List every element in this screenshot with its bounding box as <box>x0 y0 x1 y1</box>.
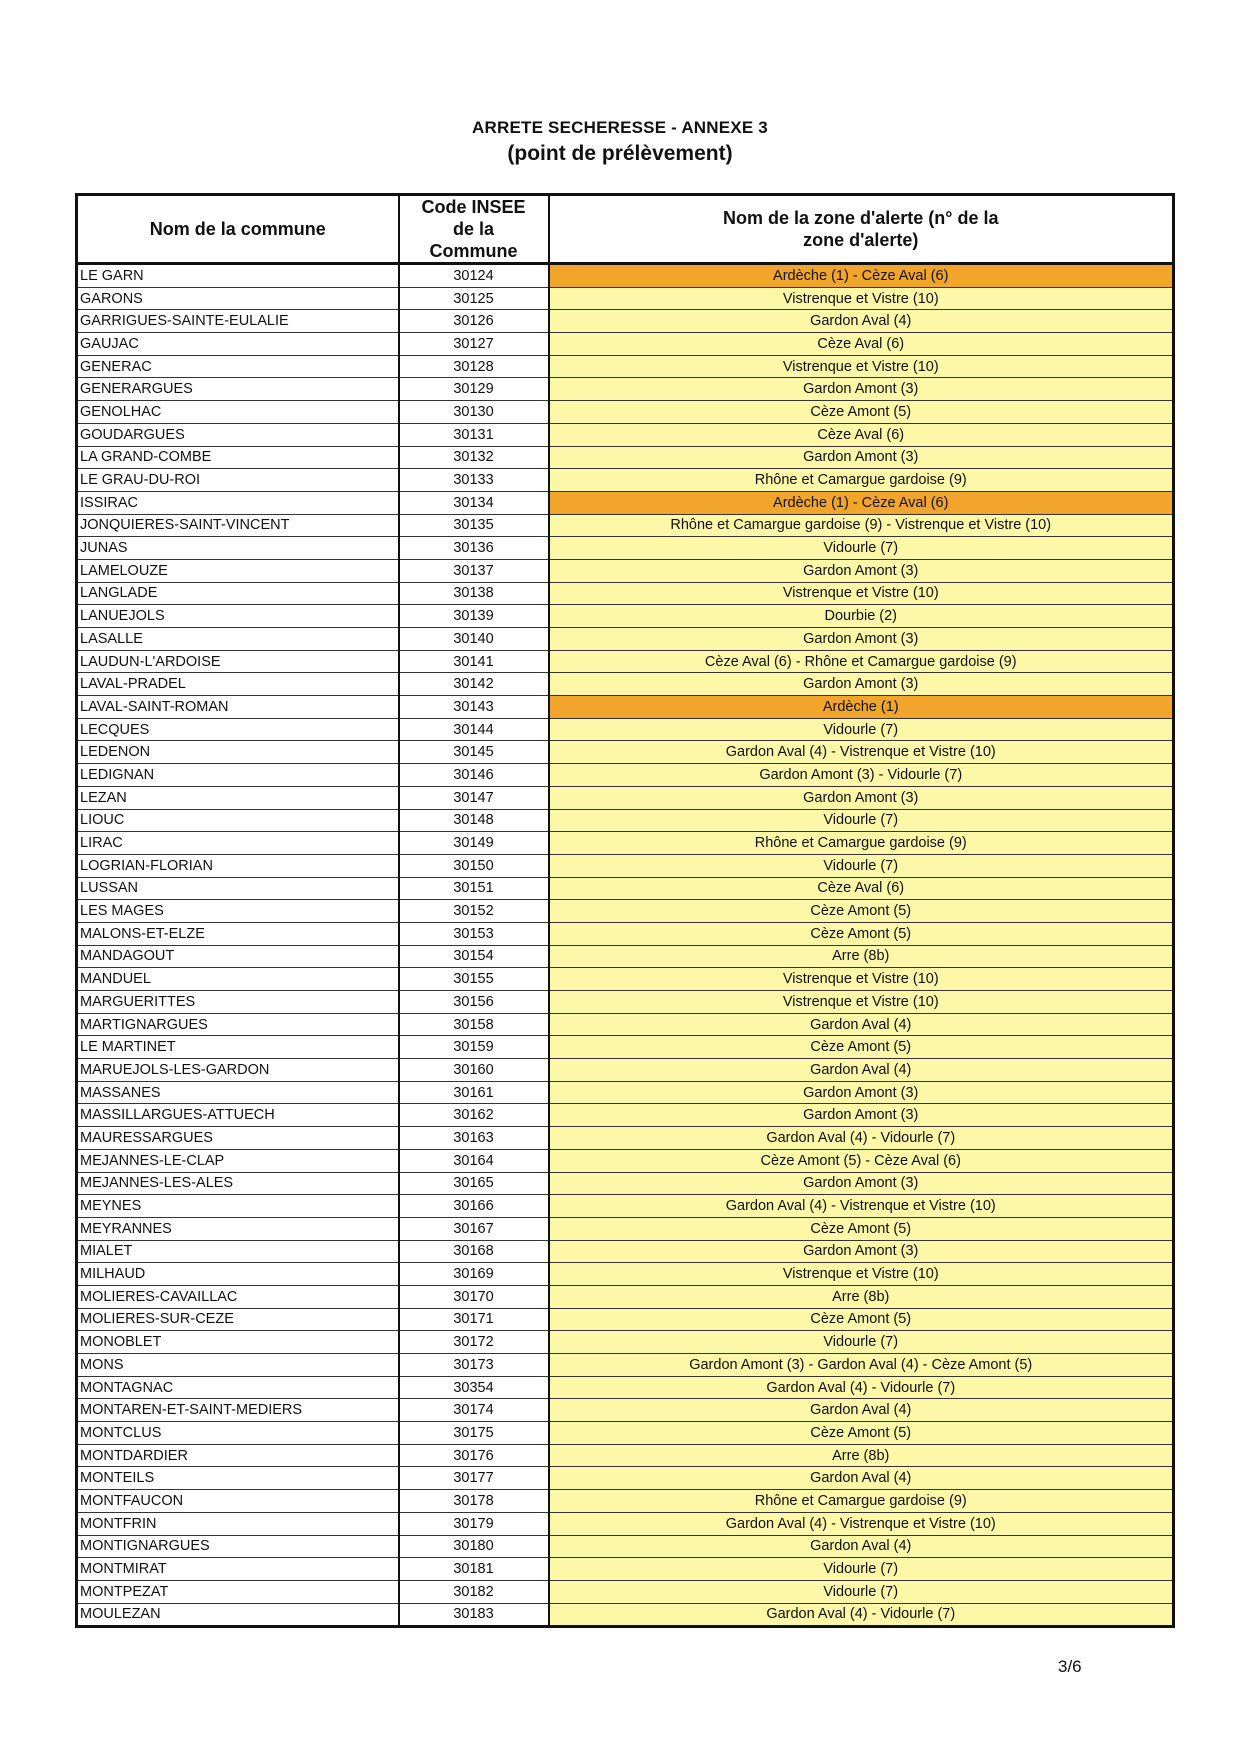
alert-zone-cell: Gardon Aval (4) - Vistrenque et Vistre (10) <box>549 1512 1174 1535</box>
commune-name-cell: MONTFRIN <box>77 1512 399 1535</box>
table-row <box>77 1580 1174 1603</box>
alert-zone-cell: Gardon Amont (3) <box>549 559 1174 582</box>
insee-code-cell: 30161 <box>399 1081 549 1104</box>
insee-code-cell: 30178 <box>399 1490 549 1513</box>
insee-code-cell: 30159 <box>399 1036 549 1059</box>
insee-code-cell: 30177 <box>399 1467 549 1490</box>
commune-name-cell: LOGRIAN-FLORIAN <box>77 854 399 877</box>
insee-code-cell: 30174 <box>399 1399 549 1422</box>
insee-code-cell: 30141 <box>399 650 549 673</box>
insee-code-cell: 30171 <box>399 1308 549 1331</box>
commune-name-cell: LANUEJOLS <box>77 605 399 628</box>
table-row <box>77 1490 1174 1513</box>
table-row <box>77 696 1174 719</box>
commune-name-cell: ISSIRAC <box>77 491 399 514</box>
commune-name-cell: MONTPEZAT <box>77 1580 399 1603</box>
alert-zone-cell: Arre (8b) <box>549 1444 1174 1467</box>
commune-name-cell: MONTFAUCON <box>77 1490 399 1513</box>
commune-name-cell: MAURESSARGUES <box>77 1127 399 1150</box>
alert-zone-cell: Vidourle (7) <box>549 1331 1174 1354</box>
table-row <box>77 333 1174 356</box>
alert-zone-cell: Ardèche (1) - Cèze Aval (6) <box>549 491 1174 514</box>
table-row <box>77 605 1174 628</box>
alert-zone-cell: Cèze Aval (6) <box>549 333 1174 356</box>
table-row <box>77 809 1174 832</box>
alert-zone-cell: Gardon Amont (3) - Vidourle (7) <box>549 764 1174 787</box>
table-row <box>77 1444 1174 1467</box>
table-row <box>77 1535 1174 1558</box>
insee-code-cell: 30168 <box>399 1240 549 1263</box>
commune-name-cell: MONOBLET <box>77 1331 399 1354</box>
table-row <box>77 491 1174 514</box>
commune-name-cell: MEYRANNES <box>77 1217 399 1240</box>
table-row <box>77 537 1174 560</box>
alert-zone-cell: Gardon Aval (4) - Vistrenque et Vistre (10) <box>549 1195 1174 1218</box>
insee-code-cell: 30173 <box>399 1354 549 1377</box>
commune-name-cell: LE GRAU-DU-ROI <box>77 469 399 492</box>
alert-zone-cell: Gardon Amont (3) <box>549 378 1174 401</box>
insee-code-cell: 30133 <box>399 469 549 492</box>
header-zone-label: Nom de la zone d'alerte (n° de la zone d'alerte) <box>722 208 999 250</box>
insee-code-cell: 30134 <box>399 491 549 514</box>
commune-name-cell: GOUDARGUES <box>77 423 399 446</box>
commune-name-cell: GENERARGUES <box>77 378 399 401</box>
commune-name-cell: LECQUES <box>77 718 399 741</box>
table-row <box>77 628 1174 651</box>
insee-code-cell: 30176 <box>399 1444 549 1467</box>
commune-name-cell: GARONS <box>77 287 399 310</box>
insee-code-cell: 30172 <box>399 1331 549 1354</box>
alert-zone-cell: Vidourle (7) <box>549 1558 1174 1581</box>
alert-zone-cell: Cèze Amont (5) <box>549 1422 1174 1445</box>
alert-zone-cell: Gardon Aval (4) <box>549 1467 1174 1490</box>
alert-zone-cell: Vistrenque et Vistre (10) <box>549 991 1174 1014</box>
table-row <box>77 832 1174 855</box>
commune-name-cell: MEJANNES-LE-CLAP <box>77 1149 399 1172</box>
commune-name-cell: LAMELOUZE <box>77 559 399 582</box>
commune-name-cell: MIALET <box>77 1240 399 1263</box>
commune-name-cell: MASSANES <box>77 1081 399 1104</box>
alert-zone-cell: Gardon Amont (3) <box>549 1172 1174 1195</box>
insee-code-cell: 30166 <box>399 1195 549 1218</box>
insee-code-cell: 30154 <box>399 945 549 968</box>
insee-code-cell: 30146 <box>399 764 549 787</box>
table-row <box>77 922 1174 945</box>
table-row <box>77 446 1174 469</box>
commune-name-cell: GENOLHAC <box>77 401 399 424</box>
insee-code-cell: 30150 <box>399 854 549 877</box>
table-row <box>77 1376 1174 1399</box>
table-row <box>77 968 1174 991</box>
commune-name-cell: GARRIGUES-SAINTE-EULALIE <box>77 310 399 333</box>
table-row <box>77 469 1174 492</box>
insee-code-cell: 30151 <box>399 877 549 900</box>
table-row <box>77 1013 1174 1036</box>
commune-name-cell: JUNAS <box>77 537 399 560</box>
table-row <box>77 741 1174 764</box>
insee-code-cell: 30162 <box>399 1104 549 1127</box>
insee-code-cell: 30175 <box>399 1422 549 1445</box>
table-row <box>77 1263 1174 1286</box>
table-row <box>77 355 1174 378</box>
commune-name-cell: LIRAC <box>77 832 399 855</box>
insee-code-cell: 30136 <box>399 537 549 560</box>
page-number: 3/6 <box>1058 1657 1082 1676</box>
alert-zone-cell: Vistrenque et Vistre (10) <box>549 355 1174 378</box>
commune-name-cell: MALONS-ET-ELZE <box>77 922 399 945</box>
alert-zone-cell: Vistrenque et Vistre (10) <box>549 968 1174 991</box>
insee-code-cell: 30144 <box>399 718 549 741</box>
commune-name-cell: MANDAGOUT <box>77 945 399 968</box>
communes-table <box>75 193 1175 1628</box>
alert-zone-cell: Arre (8b) <box>549 945 1174 968</box>
alert-zone-cell: Cèze Amont (5) <box>549 1036 1174 1059</box>
table-row <box>77 1172 1174 1195</box>
alert-zone-cell: Dourbie (2) <box>549 605 1174 628</box>
table-row <box>77 1603 1174 1627</box>
insee-code-cell: 30165 <box>399 1172 549 1195</box>
insee-code-cell: 30142 <box>399 673 549 696</box>
alert-zone-cell: Cèze Aval (6) <box>549 877 1174 900</box>
commune-name-cell: LUSSAN <box>77 877 399 900</box>
alert-zone-cell: Cèze Amont (5) <box>549 1217 1174 1240</box>
insee-code-cell: 30183 <box>399 1603 549 1627</box>
insee-code-cell: 30158 <box>399 1013 549 1036</box>
commune-name-cell: MEJANNES-LES-ALES <box>77 1172 399 1195</box>
document-title: ARRETE SECHERESSE - ANNEXE 3 <box>472 118 768 137</box>
table-row <box>77 718 1174 741</box>
alert-zone-cell: Vidourle (7) <box>549 718 1174 741</box>
table-row <box>77 559 1174 582</box>
table-row <box>77 1512 1174 1535</box>
insee-code-cell: 30179 <box>399 1512 549 1535</box>
header-code-insee-label: Code INSEE de la Commune <box>421 197 526 261</box>
insee-code-cell: 30127 <box>399 333 549 356</box>
insee-code-cell: 30130 <box>399 401 549 424</box>
alert-zone-cell: Vistrenque et Vistre (10) <box>549 1263 1174 1286</box>
table-row <box>77 945 1174 968</box>
alert-zone-cell: Cèze Aval (6) - Rhône et Camargue gardoise (9) <box>549 650 1174 673</box>
insee-code-cell: 30169 <box>399 1263 549 1286</box>
alert-zone-cell: Gardon Aval (4) - Vistrenque et Vistre (10) <box>549 741 1174 764</box>
table-row <box>77 1240 1174 1263</box>
insee-code-cell: 30129 <box>399 378 549 401</box>
commune-name-cell: LAVAL-SAINT-ROMAN <box>77 696 399 719</box>
table-row <box>77 1285 1174 1308</box>
header-code-insee <box>399 195 549 264</box>
table-row <box>77 401 1174 424</box>
commune-name-cell: LE MARTINET <box>77 1036 399 1059</box>
document-subtitle: (point de prélèvement) <box>507 142 733 165</box>
commune-name-cell: MONTDARDIER <box>77 1444 399 1467</box>
alert-zone-cell: Cèze Aval (6) <box>549 423 1174 446</box>
alert-zone-cell: Cèze Amont (5) - Cèze Aval (6) <box>549 1149 1174 1172</box>
insee-code-cell: 30135 <box>399 514 549 537</box>
insee-code-cell: 30164 <box>399 1149 549 1172</box>
alert-zone-cell: Rhône et Camargue gardoise (9) - Vistrenque et Vistre (10) <box>549 514 1174 537</box>
table-row <box>77 877 1174 900</box>
alert-zone-cell: Vidourle (7) <box>549 537 1174 560</box>
header-commune: Nom de la commune <box>77 195 399 264</box>
insee-code-cell: 30148 <box>399 809 549 832</box>
commune-name-cell: LA GRAND-COMBE <box>77 446 399 469</box>
commune-name-cell: MONTAGNAC <box>77 1376 399 1399</box>
alert-zone-cell: Cèze Amont (5) <box>549 1308 1174 1331</box>
insee-code-cell: 30140 <box>399 628 549 651</box>
commune-name-cell: JONQUIERES-SAINT-VINCENT <box>77 514 399 537</box>
insee-code-cell: 30143 <box>399 696 549 719</box>
insee-code-cell: 30153 <box>399 922 549 945</box>
commune-name-cell: LAUDUN-L'ARDOISE <box>77 650 399 673</box>
commune-name-cell: LEZAN <box>77 786 399 809</box>
table-row <box>77 1059 1174 1082</box>
insee-code-cell: 30156 <box>399 991 549 1014</box>
commune-name-cell: LES MAGES <box>77 900 399 923</box>
insee-code-cell: 30181 <box>399 1558 549 1581</box>
table-row <box>77 514 1174 537</box>
alert-zone-cell: Gardon Amont (3) <box>549 673 1174 696</box>
commune-name-cell: MARUEJOLS-LES-GARDON <box>77 1059 399 1082</box>
alert-zone-cell: Rhône et Camargue gardoise (9) <box>549 832 1174 855</box>
insee-code-cell: 30132 <box>399 446 549 469</box>
commune-name-cell: MONTIGNARGUES <box>77 1535 399 1558</box>
table-row <box>77 1127 1174 1150</box>
insee-code-cell: 30182 <box>399 1580 549 1603</box>
alert-zone-cell: Gardon Amont (3) - Gardon Aval (4) - Cèze Amont (5) <box>549 1354 1174 1377</box>
alert-zone-cell: Gardon Aval (4) - Vidourle (7) <box>549 1127 1174 1150</box>
commune-name-cell: MILHAUD <box>77 1263 399 1286</box>
commune-name-cell: MARGUERITTES <box>77 991 399 1014</box>
table-row <box>77 378 1174 401</box>
alert-zone-cell: Gardon Amont (3) <box>549 1240 1174 1263</box>
table-row <box>77 1354 1174 1377</box>
commune-name-cell: MONS <box>77 1354 399 1377</box>
insee-code-cell: 30126 <box>399 310 549 333</box>
insee-code-cell: 30155 <box>399 968 549 991</box>
alert-zone-cell: Cèze Amont (5) <box>549 900 1174 923</box>
commune-name-cell: LASALLE <box>77 628 399 651</box>
table-row <box>77 287 1174 310</box>
insee-code-cell: 30128 <box>399 355 549 378</box>
alert-zone-cell: Gardon Amont (3) <box>549 446 1174 469</box>
insee-code-cell: 30125 <box>399 287 549 310</box>
insee-code-cell: 30167 <box>399 1217 549 1240</box>
table-row <box>77 582 1174 605</box>
insee-code-cell: 30160 <box>399 1059 549 1082</box>
alert-zone-cell: Rhône et Camargue gardoise (9) <box>549 469 1174 492</box>
commune-name-cell: LE GARN <box>77 264 399 288</box>
alert-zone-cell: Vistrenque et Vistre (10) <box>549 582 1174 605</box>
insee-code-cell: 30163 <box>399 1127 549 1150</box>
alert-zone-cell: Gardon Aval (4) <box>549 1535 1174 1558</box>
table-row <box>77 1467 1174 1490</box>
alert-zone-cell: Arre (8b) <box>549 1285 1174 1308</box>
alert-zone-cell: Vidourle (7) <box>549 1580 1174 1603</box>
table-row <box>77 1558 1174 1581</box>
commune-name-cell: MONTMIRAT <box>77 1558 399 1581</box>
alert-zone-cell: Vidourle (7) <box>549 854 1174 877</box>
alert-zone-cell: Gardon Amont (3) <box>549 786 1174 809</box>
table-row <box>77 854 1174 877</box>
alert-zone-cell: Vidourle (7) <box>549 809 1174 832</box>
table-row <box>77 1399 1174 1422</box>
table-row <box>77 1081 1174 1104</box>
alert-zone-cell: Cèze Amont (5) <box>549 922 1174 945</box>
insee-code-cell: 30145 <box>399 741 549 764</box>
commune-name-cell: LEDIGNAN <box>77 764 399 787</box>
commune-name-cell: MASSILLARGUES-ATTUECH <box>77 1104 399 1127</box>
alert-zone-cell: Gardon Amont (3) <box>549 628 1174 651</box>
commune-name-cell: MOULEZAN <box>77 1603 399 1627</box>
commune-name-cell: MONTCLUS <box>77 1422 399 1445</box>
table-row <box>77 1036 1174 1059</box>
alert-zone-cell: Gardon Amont (3) <box>549 1081 1174 1104</box>
insee-code-cell: 30354 <box>399 1376 549 1399</box>
commune-name-cell: LANGLADE <box>77 582 399 605</box>
table-row <box>77 991 1174 1014</box>
alert-zone-cell: Gardon Aval (4) <box>549 1013 1174 1036</box>
table-row <box>77 1308 1174 1331</box>
commune-name-cell: MOLIERES-SUR-CEZE <box>77 1308 399 1331</box>
table-row <box>77 1331 1174 1354</box>
table-row <box>77 786 1174 809</box>
table-row <box>77 1422 1174 1445</box>
insee-code-cell: 30124 <box>399 264 549 288</box>
insee-code-cell: 30152 <box>399 900 549 923</box>
commune-name-cell: GENERAC <box>77 355 399 378</box>
table-row <box>77 1195 1174 1218</box>
alert-zone-cell: Ardèche (1) <box>549 696 1174 719</box>
table-row <box>77 423 1174 446</box>
insee-code-cell: 30139 <box>399 605 549 628</box>
insee-code-cell: 30149 <box>399 832 549 855</box>
table-row <box>77 900 1174 923</box>
alert-zone-cell: Rhône et Camargue gardoise (9) <box>549 1490 1174 1513</box>
insee-code-cell: 30137 <box>399 559 549 582</box>
table-row <box>77 650 1174 673</box>
header-zone <box>549 195 1174 264</box>
table-row <box>77 673 1174 696</box>
table-row <box>77 310 1174 333</box>
alert-zone-cell: Gardon Aval (4) <box>549 310 1174 333</box>
alert-zone-cell: Cèze Amont (5) <box>549 401 1174 424</box>
commune-name-cell: LAVAL-PRADEL <box>77 673 399 696</box>
commune-name-cell: MARTIGNARGUES <box>77 1013 399 1036</box>
table-row <box>77 1217 1174 1240</box>
commune-name-cell: MONTAREN-ET-SAINT-MEDIERS <box>77 1399 399 1422</box>
commune-name-cell: LIOUC <box>77 809 399 832</box>
commune-name-cell: MONTEILS <box>77 1467 399 1490</box>
alert-zone-cell: Ardèche (1) - Cèze Aval (6) <box>549 264 1174 288</box>
alert-zone-cell: Gardon Aval (4) <box>549 1059 1174 1082</box>
insee-code-cell: 30131 <box>399 423 549 446</box>
insee-code-cell: 30138 <box>399 582 549 605</box>
table-row <box>77 764 1174 787</box>
insee-code-cell: 30170 <box>399 1285 549 1308</box>
insee-code-cell: 30147 <box>399 786 549 809</box>
table-header-row <box>77 195 1174 264</box>
commune-name-cell: GAUJAC <box>77 333 399 356</box>
alert-zone-cell: Gardon Amont (3) <box>549 1104 1174 1127</box>
table-row <box>77 1104 1174 1127</box>
alert-zone-cell: Gardon Aval (4) - Vidourle (7) <box>549 1376 1174 1399</box>
commune-name-cell: MANDUEL <box>77 968 399 991</box>
table-row <box>77 1149 1174 1172</box>
commune-name-cell: LEDENON <box>77 741 399 764</box>
alert-zone-cell: Gardon Aval (4) <box>549 1399 1174 1422</box>
insee-code-cell: 30180 <box>399 1535 549 1558</box>
table-row <box>77 264 1174 288</box>
alert-zone-cell: Vistrenque et Vistre (10) <box>549 287 1174 310</box>
alert-zone-cell: Gardon Aval (4) - Vidourle (7) <box>549 1603 1174 1627</box>
commune-name-cell: MEYNES <box>77 1195 399 1218</box>
table-body <box>77 264 1174 1627</box>
commune-name-cell: MOLIERES-CAVAILLAC <box>77 1285 399 1308</box>
